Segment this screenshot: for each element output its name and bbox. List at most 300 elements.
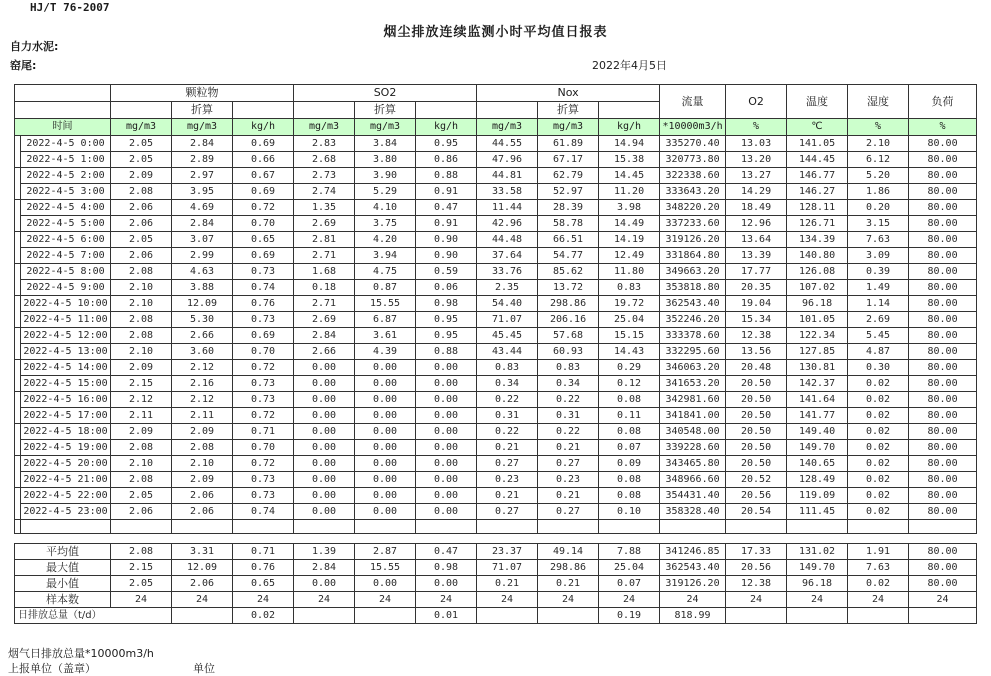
value-cell: 80.00 — [909, 360, 977, 376]
blank-cell — [416, 520, 477, 534]
value-cell: 0.27 — [477, 456, 538, 472]
value-cell: 0.74 — [233, 280, 294, 296]
blank-cell — [909, 520, 977, 534]
value-cell: 346063.20 — [660, 360, 726, 376]
value-cell: 0.00 — [355, 360, 416, 376]
value-cell: 0.00 — [416, 472, 477, 488]
value-cell: 24 — [848, 592, 909, 608]
value-cell: 54.77 — [538, 248, 599, 264]
site-label: 窑尾: — [10, 59, 37, 72]
value-cell: 0.21 — [477, 576, 538, 592]
value-cell: 57.68 — [538, 328, 599, 344]
unit-label: 单位 — [193, 662, 215, 675]
value-cell: 4.75 — [355, 264, 416, 280]
value-cell: 331864.80 — [660, 248, 726, 264]
unit-cell: mg/m3 — [355, 119, 416, 136]
header-group-row — [15, 85, 977, 102]
value-cell: 20.56 — [726, 560, 787, 576]
table-row — [15, 136, 977, 152]
table-row — [15, 296, 977, 312]
value-cell: 14.29 — [726, 184, 787, 200]
value-cell: 0.00 — [416, 392, 477, 408]
value-cell: 2.97 — [172, 168, 233, 184]
time-cell: 2022-4-5 14:00 — [21, 360, 111, 376]
value-cell: 0.00 — [294, 456, 355, 472]
value-cell: 0.21 — [538, 488, 599, 504]
value-cell: 0.00 — [294, 488, 355, 504]
value-cell: 0.00 — [294, 408, 355, 424]
value-cell: 3.94 — [355, 248, 416, 264]
value-cell: 333378.60 — [660, 328, 726, 344]
unit-cell: mg/m3 — [538, 119, 599, 136]
value-cell: 67.17 — [538, 152, 599, 168]
value-cell — [355, 608, 416, 624]
value-cell: 352246.20 — [660, 312, 726, 328]
value-cell: 2.09 — [111, 168, 172, 184]
table-row — [15, 440, 977, 456]
value-cell: 298.86 — [538, 296, 599, 312]
table-row — [15, 424, 977, 440]
value-cell: 61.89 — [538, 136, 599, 152]
value-cell: 3.84 — [355, 136, 416, 152]
value-cell: 1.86 — [848, 184, 909, 200]
value-cell: 3.88 — [172, 280, 233, 296]
value-cell: 349663.20 — [660, 264, 726, 280]
table-row — [15, 456, 977, 472]
value-cell: 5.20 — [848, 168, 909, 184]
value-cell: 2.66 — [294, 344, 355, 360]
value-cell: 2.15 — [111, 376, 172, 392]
value-cell: 13.03 — [726, 136, 787, 152]
value-cell: 0.00 — [416, 424, 477, 440]
value-cell: 134.39 — [787, 232, 848, 248]
load-header: 负荷 — [909, 85, 977, 119]
value-cell: 0.07 — [599, 440, 660, 456]
value-cell: 0.21 — [538, 440, 599, 456]
value-cell: 14.43 — [599, 344, 660, 360]
value-cell: 341653.20 — [660, 376, 726, 392]
empty-separator-row — [15, 520, 977, 534]
value-cell: 3.15 — [848, 216, 909, 232]
value-cell: 24 — [355, 592, 416, 608]
summary-table — [14, 543, 977, 624]
blank-header-cell — [416, 102, 477, 119]
report-title: 烟尘排放连续监测小时平均值日报表 — [383, 25, 608, 40]
value-cell: 80.00 — [909, 248, 977, 264]
value-cell: 298.86 — [538, 560, 599, 576]
value-cell: 24 — [416, 592, 477, 608]
value-cell: 0.65 — [233, 232, 294, 248]
value-cell: 0.72 — [233, 360, 294, 376]
value-cell: 2.10 — [111, 280, 172, 296]
converted-header: 折算 — [355, 102, 416, 119]
value-cell: 0.00 — [355, 408, 416, 424]
value-cell: 362543.40 — [660, 560, 726, 576]
blank-cell — [726, 520, 787, 534]
value-cell: 80.00 — [909, 440, 977, 456]
time-cell: 2022-4-5 20:00 — [21, 456, 111, 472]
value-cell: 0.00 — [416, 488, 477, 504]
table-row — [15, 488, 977, 504]
value-cell: 2.09 — [172, 472, 233, 488]
unit-cell: mg/m3 — [294, 119, 355, 136]
daily-total-label: 日排放总量（t/d） — [15, 608, 172, 624]
value-cell — [538, 608, 599, 624]
value-cell: 0.39 — [848, 264, 909, 280]
value-cell: 1.35 — [294, 200, 355, 216]
value-cell: 80.00 — [909, 472, 977, 488]
time-cell: 2022-4-5 8:00 — [21, 264, 111, 280]
value-cell: 0.69 — [233, 328, 294, 344]
value-cell: 12.38 — [726, 328, 787, 344]
value-cell: 2.08 — [111, 544, 172, 560]
value-cell: 127.85 — [787, 344, 848, 360]
value-cell: 0.23 — [538, 472, 599, 488]
value-cell: 0.70 — [233, 344, 294, 360]
table-row — [15, 200, 977, 216]
value-cell: 13.64 — [726, 232, 787, 248]
time-cell: 2022-4-5 16:00 — [21, 392, 111, 408]
value-cell: 58.78 — [538, 216, 599, 232]
summary-row — [15, 544, 977, 560]
value-cell: 80.00 — [909, 408, 977, 424]
value-cell: 341246.85 — [660, 544, 726, 560]
value-cell: 0.65 — [233, 576, 294, 592]
value-cell: 0.59 — [416, 264, 477, 280]
time-cell: 2022-4-5 10:00 — [21, 296, 111, 312]
value-cell: 340548.00 — [660, 424, 726, 440]
value-cell: 0.02 — [848, 472, 909, 488]
value-cell — [172, 608, 233, 624]
value-cell: 0.73 — [233, 392, 294, 408]
value-cell: 0.00 — [294, 440, 355, 456]
value-cell: 0.73 — [233, 264, 294, 280]
value-cell: 3.75 — [355, 216, 416, 232]
blank-cell — [848, 520, 909, 534]
value-cell: 0.31 — [538, 408, 599, 424]
table-row — [15, 392, 977, 408]
report-table-area — [14, 84, 977, 624]
value-cell: 0.08 — [599, 472, 660, 488]
value-cell: 13.72 — [538, 280, 599, 296]
value-cell: 13.39 — [726, 248, 787, 264]
time-cell: 2022-4-5 6:00 — [21, 232, 111, 248]
blank-cell — [477, 520, 538, 534]
value-cell: 0.88 — [416, 168, 477, 184]
value-cell: 0.47 — [416, 200, 477, 216]
value-cell: 23.37 — [477, 544, 538, 560]
value-cell: 2.09 — [172, 424, 233, 440]
value-cell: 126.08 — [787, 264, 848, 280]
value-cell: 2.06 — [111, 504, 172, 520]
value-cell: 2.69 — [294, 312, 355, 328]
table-row — [15, 328, 977, 344]
value-cell: 80.00 — [909, 152, 977, 168]
summary-rows — [15, 544, 977, 624]
value-cell: 0.00 — [355, 488, 416, 504]
value-cell: 80.00 — [909, 264, 977, 280]
value-cell: 14.94 — [599, 136, 660, 152]
time-cell: 2022-4-5 2:00 — [21, 168, 111, 184]
value-cell: 11.44 — [477, 200, 538, 216]
value-cell: 47.96 — [477, 152, 538, 168]
so2-group-header: SO2 — [294, 85, 477, 102]
value-cell: 80.00 — [909, 312, 977, 328]
value-cell: 0.90 — [416, 232, 477, 248]
value-cell: 0.69 — [233, 184, 294, 200]
value-cell: 0.02 — [848, 504, 909, 520]
summary-row — [15, 560, 977, 576]
time-cell: 2022-4-5 19:00 — [21, 440, 111, 456]
value-cell: 2.11 — [111, 408, 172, 424]
time-cell: 2022-4-5 12:00 — [21, 328, 111, 344]
value-cell: 20.48 — [726, 360, 787, 376]
value-cell: 2.08 — [111, 184, 172, 200]
value-cell: 362543.40 — [660, 296, 726, 312]
value-cell: 149.70 — [787, 440, 848, 456]
value-cell: 80.00 — [909, 232, 977, 248]
value-cell: 2.08 — [111, 264, 172, 280]
time-cell: 2022-4-5 5:00 — [21, 216, 111, 232]
value-cell: 4.87 — [848, 344, 909, 360]
value-cell: 2.69 — [848, 312, 909, 328]
value-cell: 80.00 — [909, 280, 977, 296]
value-cell: 18.49 — [726, 200, 787, 216]
value-cell: 24 — [909, 592, 977, 608]
value-cell: 2.84 — [172, 216, 233, 232]
time-cell: 2022-4-5 21:00 — [21, 472, 111, 488]
value-cell: 0.29 — [599, 360, 660, 376]
table-row — [15, 216, 977, 232]
value-cell: 335270.40 — [660, 136, 726, 152]
value-cell: 15.15 — [599, 328, 660, 344]
unit-cell: kg/h — [233, 119, 294, 136]
value-cell: 33.76 — [477, 264, 538, 280]
value-cell: 0.02 — [848, 424, 909, 440]
unit-cell: mg/m3 — [477, 119, 538, 136]
value-cell: 2.08 — [111, 440, 172, 456]
unit-cell: % — [909, 119, 977, 136]
time-cell: 2022-4-5 15:00 — [21, 376, 111, 392]
time-header: 时间 — [15, 119, 111, 136]
value-cell: 353818.80 — [660, 280, 726, 296]
value-cell: 42.96 — [477, 216, 538, 232]
table-row — [15, 232, 977, 248]
value-cell: 0.73 — [233, 312, 294, 328]
value-cell: 4.10 — [355, 200, 416, 216]
value-cell: 0.00 — [355, 504, 416, 520]
value-cell: 0.73 — [233, 376, 294, 392]
value-cell: 24 — [726, 592, 787, 608]
value-cell: 0.73 — [233, 472, 294, 488]
table-row — [15, 408, 977, 424]
value-cell: 107.02 — [787, 280, 848, 296]
flow-header: 流量 — [660, 85, 726, 119]
value-cell: 44.81 — [477, 168, 538, 184]
value-cell: 5.45 — [848, 328, 909, 344]
summary-label: 样本数 — [15, 592, 111, 608]
table-row — [15, 472, 977, 488]
value-cell: 0.70 — [233, 216, 294, 232]
value-cell: 20.50 — [726, 392, 787, 408]
blank-cell — [660, 520, 726, 534]
value-cell: 24 — [538, 592, 599, 608]
value-cell: 20.50 — [726, 424, 787, 440]
value-cell: 0.02 — [848, 440, 909, 456]
value-cell: 2.06 — [111, 200, 172, 216]
blank-header-cell — [233, 102, 294, 119]
value-cell: 119.09 — [787, 488, 848, 504]
value-cell: 2.83 — [294, 136, 355, 152]
value-cell: 0.21 — [477, 488, 538, 504]
table-row — [15, 152, 977, 168]
value-cell: 0.27 — [538, 456, 599, 472]
value-cell: 0.00 — [294, 392, 355, 408]
value-cell: 0.95 — [416, 328, 477, 344]
blank-header-cell — [15, 102, 111, 119]
value-cell: 0.22 — [477, 424, 538, 440]
value-cell: 24 — [233, 592, 294, 608]
value-cell: 0.69 — [233, 136, 294, 152]
company-label: 自力水泥: — [10, 40, 59, 53]
value-cell: 24 — [787, 592, 848, 608]
value-cell: 0.00 — [355, 424, 416, 440]
value-cell: 0.27 — [477, 504, 538, 520]
value-cell: 3.07 — [172, 232, 233, 248]
value-cell: 0.06 — [416, 280, 477, 296]
value-cell: 0.76 — [233, 560, 294, 576]
value-cell: 0.30 — [848, 360, 909, 376]
value-cell: 0.23 — [477, 472, 538, 488]
value-cell: 20.50 — [726, 456, 787, 472]
value-cell: 2.06 — [111, 248, 172, 264]
value-cell: 44.48 — [477, 232, 538, 248]
value-cell: 0.09 — [599, 456, 660, 472]
value-cell: 80.00 — [909, 184, 977, 200]
value-cell: 2.10 — [111, 456, 172, 472]
value-cell: 28.39 — [538, 200, 599, 216]
value-cell: 96.18 — [787, 296, 848, 312]
value-cell: 2.12 — [172, 360, 233, 376]
value-cell: 0.70 — [233, 440, 294, 456]
value-cell: 80.00 — [909, 168, 977, 184]
value-cell: 11.20 — [599, 184, 660, 200]
value-cell — [909, 608, 977, 624]
value-cell: 2.71 — [294, 296, 355, 312]
value-cell: 1.91 — [848, 544, 909, 560]
value-cell: 2.06 — [172, 488, 233, 504]
value-cell: 0.22 — [538, 424, 599, 440]
value-cell: 3.60 — [172, 344, 233, 360]
value-cell: 206.16 — [538, 312, 599, 328]
table-row — [15, 344, 977, 360]
unit-cell: kg/h — [599, 119, 660, 136]
value-cell: 128.49 — [787, 472, 848, 488]
table-row — [15, 184, 977, 200]
value-cell: 4.69 — [172, 200, 233, 216]
value-cell: 2.10 — [111, 344, 172, 360]
value-cell: 0.00 — [294, 424, 355, 440]
time-cell: 2022-4-5 4:00 — [21, 200, 111, 216]
value-cell: 0.88 — [416, 344, 477, 360]
time-cell: 2022-4-5 22:00 — [21, 488, 111, 504]
value-cell: 0.00 — [355, 440, 416, 456]
value-cell: 140.80 — [787, 248, 848, 264]
time-cell: 2022-4-5 3:00 — [21, 184, 111, 200]
value-cell: 24 — [294, 592, 355, 608]
value-cell: 2.84 — [294, 328, 355, 344]
value-cell: 0.00 — [416, 408, 477, 424]
value-cell: 0.67 — [233, 168, 294, 184]
value-cell: 0.66 — [233, 152, 294, 168]
value-cell: 2.81 — [294, 232, 355, 248]
value-cell: 0.00 — [355, 472, 416, 488]
value-cell: 2.06 — [111, 216, 172, 232]
value-cell: 80.00 — [909, 328, 977, 344]
value-cell: 4.20 — [355, 232, 416, 248]
value-cell: 0.21 — [538, 576, 599, 592]
value-cell: 17.77 — [726, 264, 787, 280]
value-cell: 343465.80 — [660, 456, 726, 472]
value-cell: 3.90 — [355, 168, 416, 184]
value-cell: 0.22 — [477, 392, 538, 408]
table-row — [15, 360, 977, 376]
value-cell: 14.49 — [599, 216, 660, 232]
value-cell — [848, 608, 909, 624]
reporting-unit-label: 上报单位（盖章） — [8, 662, 96, 675]
value-cell: 0.00 — [294, 472, 355, 488]
value-cell: 2.05 — [111, 232, 172, 248]
table-row — [15, 264, 977, 280]
value-cell: 13.56 — [726, 344, 787, 360]
value-cell: 2.89 — [172, 152, 233, 168]
value-cell: 2.11 — [172, 408, 233, 424]
value-cell: 0.00 — [294, 360, 355, 376]
value-cell: 24 — [172, 592, 233, 608]
value-cell: 0.01 — [416, 608, 477, 624]
value-cell: 332295.60 — [660, 344, 726, 360]
value-cell: 0.00 — [416, 440, 477, 456]
particulate-group-header: 颗粒物 — [111, 85, 294, 102]
value-cell: 80.00 — [909, 376, 977, 392]
blank-cell — [233, 520, 294, 534]
blank-header-cell — [599, 102, 660, 119]
value-cell: 0.73 — [233, 488, 294, 504]
value-cell: 0.69 — [233, 248, 294, 264]
value-cell: 4.63 — [172, 264, 233, 280]
value-cell: 15.55 — [355, 560, 416, 576]
value-cell: 1.49 — [848, 280, 909, 296]
value-cell: 0.07 — [599, 576, 660, 592]
value-cell: 96.18 — [787, 576, 848, 592]
report-date: 2022年4月5日 — [592, 59, 667, 72]
value-cell: 358328.40 — [660, 504, 726, 520]
doc-standard-ref: HJ/T 76-2007 — [30, 1, 110, 14]
unit-cell: *10000m3/h — [660, 119, 726, 136]
table-row — [15, 168, 977, 184]
summary-row — [15, 592, 977, 608]
value-cell: 322338.60 — [660, 168, 726, 184]
value-cell: 2.05 — [111, 488, 172, 504]
value-cell: 319126.20 — [660, 576, 726, 592]
value-cell: 0.19 — [599, 608, 660, 624]
value-cell: 130.81 — [787, 360, 848, 376]
value-cell: 141.64 — [787, 392, 848, 408]
value-cell: 0.83 — [477, 360, 538, 376]
table-row — [15, 312, 977, 328]
time-cell: 2022-4-5 9:00 — [21, 280, 111, 296]
value-cell: 149.70 — [787, 560, 848, 576]
